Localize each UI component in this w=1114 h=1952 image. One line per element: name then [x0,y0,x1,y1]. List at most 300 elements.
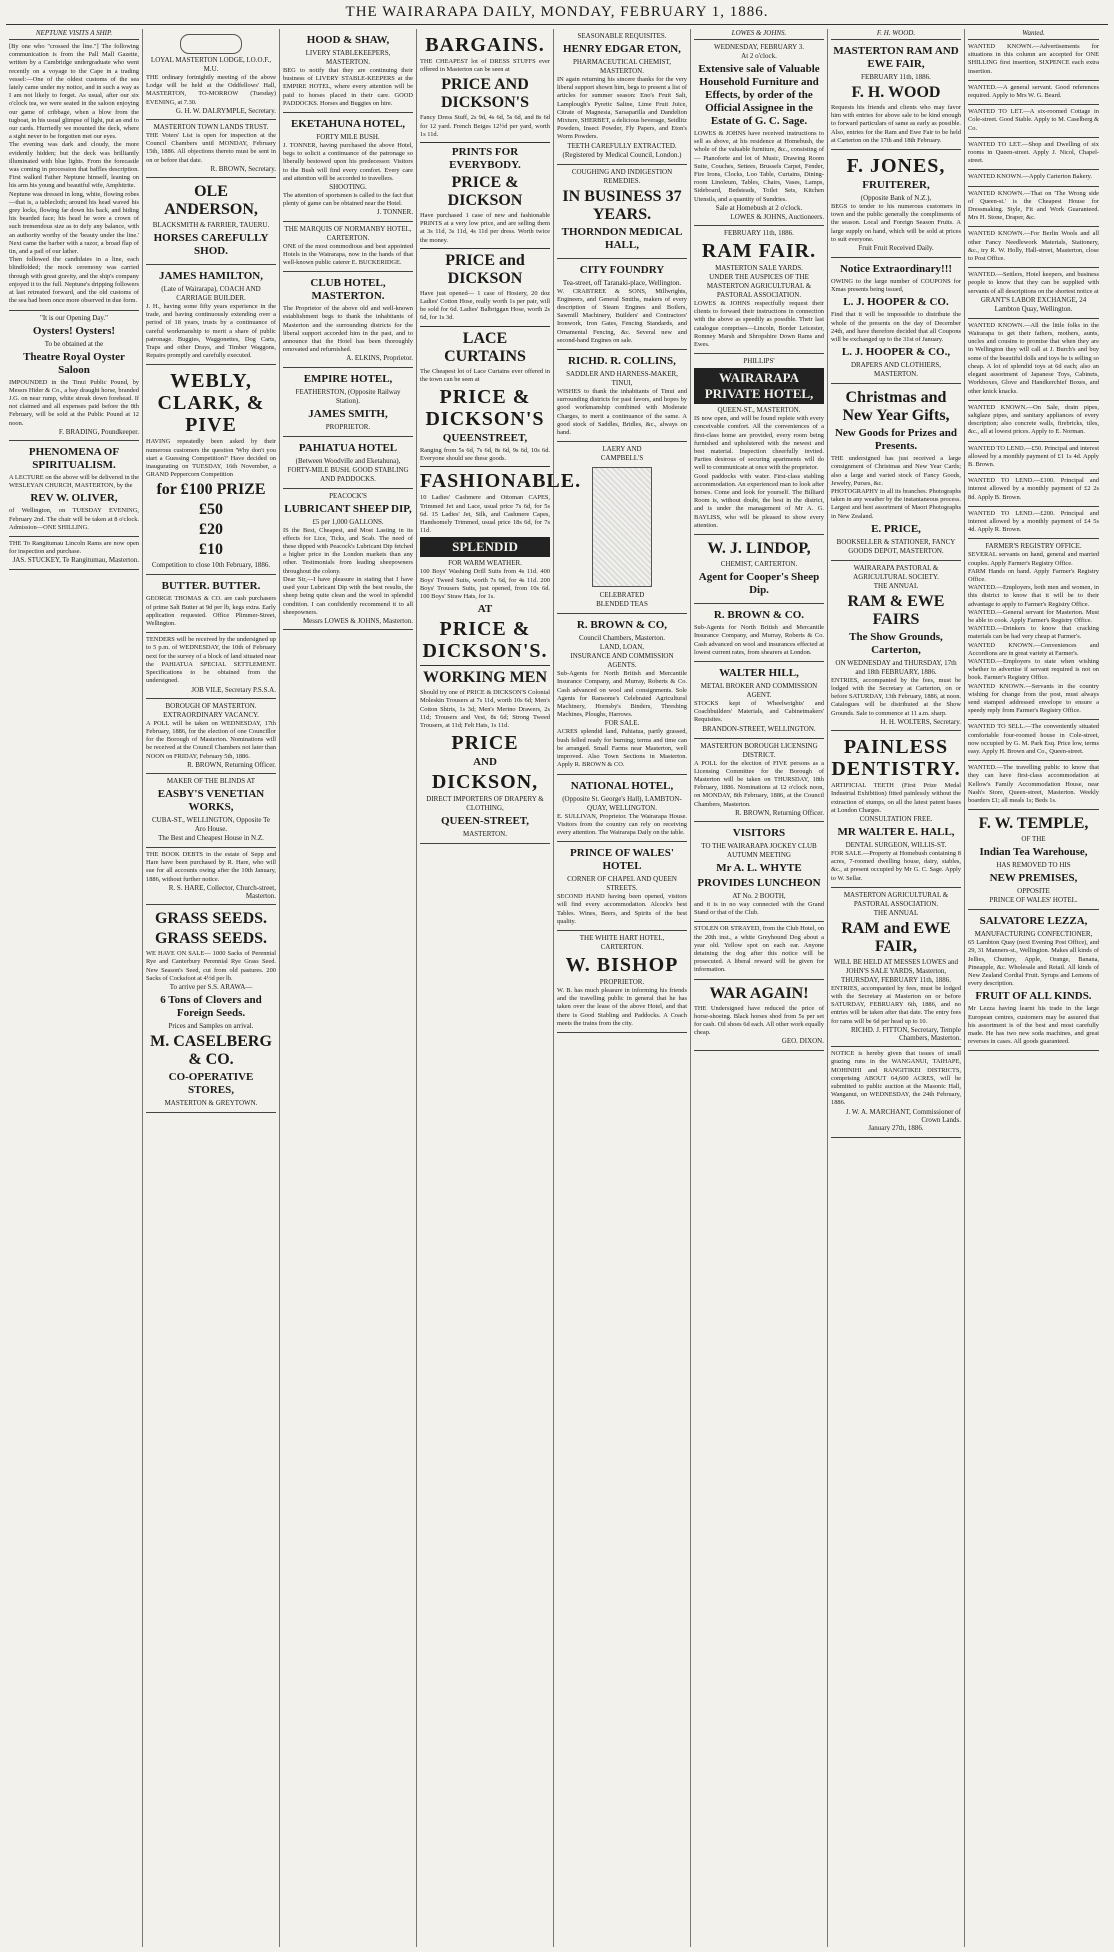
butter-ad [146,575,276,633]
town-lands-body: THE Voters' List is open for inspection at the Council Chambers until MONDAY, February 15th, 1886. All objections thereto must be sent in on or before that date. [146,132,276,164]
hooper-sub: DRAPERS AND CLOTHIERS, MASTERTON. [850,361,942,379]
butter-body: GEORGE THOMAS & CO. are cash purchasers of prime Salt Butter at 9d per lb, kegs extra. Early application requested. Office Plimmer-Street, Wellington. [146,595,276,628]
eketahuna-ad [283,113,413,222]
shooting-body: The attention of sportsmen is called to the fact that plenty of game can be obtained near the Hotel. [283,192,413,208]
hamilton-body: J. H., having some fifty years experience in the trade, and having continuously extending over a period of 18 years, trusts by a continuance of careful workmanship to merit a share of public patronage. Buggies, Waggonettes, Dog Carts, Traps and other Drays, and Timber Waggons, Repairs promptly and carefully executed. [146,303,276,360]
jones-sub-2: (Opposite Bank of N.Z.), [860,194,932,203]
working-men-body: Should try one of PRICE & DICKSON'S Colonial Moleskin Trousers at 7s 11d, worth 10s 6d; Men's Cotton Shirts, 1s 3d; Men's Merino Drawers, 2s 11d; Trousers and Vest, 8s 6d; Strong Tweed Trousers, at 11d; Felt Hats, 1s 11d. [420,689,550,730]
consultation-label: CONSULTATION FREE. [859,814,933,823]
column-6 [691,29,828,1947]
medical-hall: THORNDON MEDICAL HALL, [561,225,683,251]
grass-seeds-ship: To arrive per S.S. ARAWA— [169,982,253,991]
eketahuna-sub: FORTY MILE BUSH. [316,133,380,142]
dickson-word: DICKSON, [431,771,539,794]
spiritualism-body: A LECTURE on the above will be delivered in the WESLEYAN CHURCH, MASTERTON, by the [9,473,139,490]
foundry-body: W. CRABTREE & SONS, Millwrights, Engineers, and General Smiths, makers of every description of Steam Engines and Boilers, Sawmill Machinery, Builders' and Contractors' Ironwork, Iron Gates, Fencing Standards, and Ornamental Fencing, &c. Several new and second-hand Engines on sale. [557,287,687,344]
wanted-item: WANTED.—General servant for Masterton. Must be able to cook. Apply Farmer's Registry Office. [968,608,1099,624]
ram-ewe-fair-date: FEBRUARY 11th, 1886. [861,73,931,81]
prince-sub: CORNER OF CHAPEL AND QUEEN STREETS. [567,875,677,893]
caselberg-sub: CO-OPERATIVE STORES, [168,1070,254,1096]
price-heading: E. PRICE, [871,522,921,535]
ram-ewe-fairs-heading: RAM & EWE FAIRS [847,592,945,628]
column-7 [828,29,965,1947]
columns [6,29,1108,1947]
show-grounds-signature: H. H. WOLTERS, Secretary. [880,717,961,726]
wanted-item: WANTED TO LEND.—£200. Principal and interest allowed by a monthly payment of £4 5s 4d. Apply R. Brown. [968,509,1099,534]
jones-tail: Fruit Fruit Received Daily. [858,244,934,253]
wanted-item: SEVERAL servants on hand, general and married couples. Apply Farmer's Registry Office. [968,551,1099,567]
wanted-item: WANTED.—Drinkers to know that cracking materials can be had very cheap at Farmer's. [968,625,1099,641]
prince-body: SECOND HAND having been opened, visitors will find every accommodation. Alcock's best Tables. Wines, Beers, and Spirits of the best quality. [557,893,687,925]
notice-heading: Notice Extraordinary!!! [839,263,953,276]
war-again-heading: WAR AGAIN! [709,984,809,1002]
webly-prize-1: for £100 PRIZE [156,481,266,499]
webly-prize-4: £10 [199,541,223,559]
wanted-ad [968,720,1099,761]
wanted-item: WANTED KNOWN.—All the little folks in the Wairarapa to get their fathers, mothers, aunts, uncles and cousins to promise that when they are in Wellington they will call at J. Burch's and buy some of the beautiful dolls and toys he is selling so cheap. A lot of splendid toys at 6d each; also an elegant assortment of Japanese Toys, Cabinets, Workboxes, Glove and Handkerchief Boxes, and other knick knacks. [968,321,1099,395]
private-hotel-body-2: Good paddocks with water. First-class stabling accommodation. An experienced man to look after horses. Come and look for yourself. The Billiard Room is, without doubt, the best in the district, and is under the management of Mr A. G. BAYLISS, who will be pleased to show every attention. [694,472,824,529]
sale-yards-date: THURSDAY, FEBRUARY 11th, 1886. [841,975,951,984]
hood-shaw-sub: LIVERY STABLEKEEPERS, MASTERTON. [305,49,391,66]
lace-body: The Cheapest lot of Lace Curtains ever offered in the town can be seen at [420,367,550,383]
dress-stuff-body: Fancy Dress Stuff, 2s 9d, 4s 6d, 5s 6d, and 8s 6d for 12 yard. French Beiges 12½d per yard, worth 1s 11d. [420,114,550,138]
seasonable-heading: SEASONABLE REQUISITES. [577,32,667,40]
wood-header: F. H. WOOD. [831,29,961,40]
shooting-heading: SHOOTING. [329,183,367,192]
lodge-heading: LOYAL MASTERTON LODGE, I.O.O.F., M.U. [150,56,272,73]
easby-sub: CUBA-ST., WELLINGTON, Opposite Te Aro House. [152,815,270,833]
rbrown-ad [557,614,687,774]
surgeon-name: MR WALTER E. HALL, [837,825,955,838]
lowes-header: LOWES & JOHNS. [694,29,824,40]
story-paragraph: The evening was dark and cloudy, the more evidently hidden; but the deck was brilliantly illuminated with blue lights. From the forecastle was coming in procession that baffles description. First walked Father Neptune himself, leaning on his arm his young and beautiful wife, Amphitrite. [9,141,139,190]
wanted-ad [968,507,1099,540]
ram-ewe-fair-heading: MASTERTON RAM AND EWE FAIR, [833,45,959,70]
lindop-ad [694,535,824,604]
foundry-heading: CITY FOUNDRY [579,263,665,276]
tea-left-text: LAERY AND [602,445,642,454]
tea-bottom-text: CELEBRATED [599,591,645,600]
farm-body: ACRES splendid land, Pahiatua, partly grassed, bush felled ready for burning; terms and time can be arranged. Small Farms near Masterton, well improved. Also Town Sections in Masterton. Apply R. BROWN & CO. [557,728,687,769]
cough-heading: COUGHING AND INDIGESTION REMEDIES. [571,167,673,185]
price-sub: BOOKSELLER & STATIONER, FANCY GOODS DEPOT, MASTERTON. [836,537,956,555]
sale-date: WEDNESDAY, FEBRUARY 3. [714,43,804,51]
dentistry-ad [831,731,961,888]
crown-lands-body: NOTICE is hereby given that issues of small grazing runs in the WANGANUI, TAIHAPE, MOHINIHI and RANGITIKEI DISTRICTS, comprising ABOUT 64,600 ACRES, will be submitted to public auction at the Masonic Hall, Wanganui, on WEDNESDAY, the 24th February, 1886. [831,1050,961,1107]
visitors-sub: TO THE WAIRARAPA JOCKEY CLUB AUTUMN MEETING [701,841,817,859]
white-hart-heading: THE WHITE HART HOTEL, [579,933,665,942]
wanted-item: WANTED.—Settlers, Hotel keepers, and business people to know that they can be supplied with servants of all descriptions on the shortest notice at [968,271,1099,295]
lezza-body: 65 Lambton Quay (next Evening Post Office), and 29, 31 Manners-st., Wellington. Makes all kinds of Jellies, Chutney, Apple, Orange, Banana, Pineapple, &c. Wholesale and Retail. All kinds of New Zealand Cordial Fruit. Syrups and Lemons of every description. [968,939,1099,988]
club-hotel-heading: CLUB HOTEL, MASTERTON. [310,277,386,303]
prince-heading: PRINCE OF WALES' HOTEL [570,847,674,873]
thorndon-ad [557,165,687,259]
collins-place: TINUI, [611,379,633,388]
grant-exchange: GRANT'S LABOR EXCHANGE, 24 [980,295,1087,304]
wood-name: F. H. WOOD [851,84,941,101]
tea-warehouse: Indian Tea Warehouse, [979,846,1088,859]
hooper-name: L. J. HOOPER & CO. [843,296,949,309]
xmas-heading: Christmas and New Year Gifts, [842,389,950,425]
easby-heading: EASBY'S VENETIAN WORKS, [157,787,265,813]
opposite-label: OPPOSITE [1017,887,1050,896]
grant-place: Lambton Quay, Wellington. [994,304,1073,313]
club-hotel-ad [283,272,413,367]
butter-heading: BUTTER. BUTTER. [161,580,261,593]
lezza-sub: MANUFACTURING CONFECTIONER, [974,930,1093,939]
peacock-sub: £5 per 1,000 GALLONS. [312,517,384,526]
splendid-heading: SPLENDID [420,537,550,557]
eketahuna-body: J. TONNER, having purchased the above Hotel, begs to solicit a continuance of the patronage so liberally bestowed upon his predecessor. Visitors to the Bush will find every comfort. Every care and attention will be accorded to travellers. [283,142,413,182]
licensing-signature: R. BROWN, Returning Officer. [735,808,824,817]
stolen-ad [694,922,824,979]
rams-body: THE To Rangitumau Lincoln Rams are now open for inspection and purchase. [9,539,139,556]
column-3 [280,29,417,1947]
rbrown-2-heading: R. BROWN & CO. [713,609,805,622]
peacock-heading-2: LUBRICANT SHEEP DIP, [284,502,412,515]
caselberg-heading: M. CASELBERG & CO. [150,1032,272,1068]
national-body: E. SULLIVAN, Proprietor. The Wairarapa House. Visitors from the country can rely on receiving every attention. The Wairarapa Daily on the table. [557,812,687,836]
walter-hill-ad [694,662,824,739]
masterton-label: MASTERTON. [463,830,507,839]
white-hart-sub: CARTERTON. [600,942,644,951]
price-dickson-name: PRICE & DICKSON'S. [422,618,548,663]
temple-moved: HAS REMOVED TO HIS [996,861,1071,870]
empire-hotel-ad [283,368,413,437]
and-word: AND [473,756,497,769]
national-hotel-ad [557,775,687,843]
testimonial-signature: Messrs LOWES & JOHNS, Masterton. [302,616,413,625]
eton-body: IN again returning his sincere thanks for the very liberal support shown him, begs to present a list of articles for summer season: Eno's Fruit Salt, Lamplough's Pyretic Saline, Lime Fruit Juice, Citrate of Magnesia, Sarsaparilla and Dandelion Mixture, SHERBET, a delicious beverage, Seidlitz Powders, Insect Powder, Fly Papers, and Eton's Worm Powders. [557,76,687,141]
queen-street: QUEENSTREET, [442,432,528,445]
wanted-item: FARM Hands on hand. Apply Farmer's Registry Office. [968,567,1099,583]
wanted-item: WANTED KNOWN.—Servants in the country wishing for change from the post, must always send stamped addressed envelope to ensure a speedy reply from Farmer's Registry Office. [968,682,1099,715]
working-men-heading: WORKING MEN [423,669,547,687]
price-word: PRICE [451,732,519,755]
national-sub: (Opposite St. George's Hall), LAMBTON-QUAY, WELLINGTON. [562,794,682,812]
ram-ewe-fair-2: RAM and EWE FAIR, [841,919,951,955]
walter-hill-place: BRANDON-STREET, WELLINGTON. [702,724,816,733]
column-2 [143,29,280,1947]
licensing-body: A POLL for the election of FIVE persons as a Licensing Committee for the Borough of Masterton will be taken on THURSDAY, 18th February, 1886. Nominations at 12 o'clock noon, on MONDAY, 8th February, 1886, at the Council Chambers, Masterton. [694,759,824,808]
peacock-heading: PEACOCK'S [329,491,367,500]
walter-hill-heading: WALTER HILL, [719,666,799,679]
lodge-signature: G. H. W. DALRYMPLE, Secretary. [175,106,276,115]
new-goods-body: THE undersigned has just received a large consignment of Christmas and New Year Cards; also a large and varied stock of Fancy Goods, Jewelry, Purses, &c. [831,455,961,487]
webly-body: HAVING repeatedly been asked by their numerous customers the question 'Why don't you start a Guessing Competition?' Have decided on inaugurating on TUESDAY, 16th November, a GRAND Peppercorn Competition [146,438,276,479]
wanted-item: WANTED KNOWN.—For Berlin Wools and all other Fancy Needlework Materials, Stationery, &c., try R. W. Holly, Hall-street, Masterton, close to Post Office. [968,230,1099,263]
jones-ad [831,150,961,258]
anderson-ad [146,178,276,265]
rbrown-heading: R. BROWN & CO, [576,619,668,632]
club-hotel-body: The Proprietor of the above old and well-known establishment begs to thank the inhabitants of Masterton and the surrounding districts for the liberal support accorded him in the past, and to announce that the Hotel has been thoroughly renovated and refurnished. [283,305,413,354]
fashionable-heading: FASHIONABLE. [420,470,582,493]
prince-label: PRINCE OF WALES' HOTEL. [989,896,1078,905]
wanted-item: WANTED.—Employers to state when wishing whether to advertise if servant required is not on book. Farmer's Registry Office. [968,657,1099,682]
walter-hill-body: STOCKS kept of Wheelwrights' and Coachbuilders' Materials, and Cabinetmakers' Requisites. [694,699,824,724]
registry-heading: FARMER'S REGISTRY OFFICE. [985,542,1082,551]
business-heading: IN BUSINESS 37 YEARS. [562,187,682,223]
masterton-assoc-ad [831,888,961,1047]
price-dickson-name: PRICE & DICKSON'S [425,386,545,431]
wanted-ad [968,474,1099,507]
wanted-ad [968,170,1099,186]
borough-sub: EXTRAORDINARY VACANCY. [163,710,259,719]
new-premises: NEW PREMISES, [989,872,1078,885]
temple-ad [968,810,1099,910]
notice-body: OWING to the large number of COUPONS for Xmas presents being issued, [831,278,961,294]
normanby-heading: THE MARQUIS OF NORMANBY HOTEL, CARTERTON. [284,224,412,242]
licensing-ad [694,739,824,822]
ram-fair-sub: MASTERTON SALE YARDS. [715,264,803,273]
spiritualism-ad [9,441,139,537]
hamilton-ad [146,265,276,365]
book-debts-signature: R. S. HARE, Collector, Church-street, Masterton. [168,883,276,900]
fashionable-body: 10 Ladies' Cashmere and Ottoman CAPES, Trimmed Jet and Lace, usual price 7s 6d, for 5s 6d. 15 Ladies' Jet, Silk, and Cashmere Capes, Handsomely Trimmed, usual price 18s 6d, for 7s 11d. [420,494,550,535]
story-paragraph: [By one who "crossed the line."] The following communication is from the Pall Mall Gazette, written by a Cambridge undergraduate who went recently on a voyage to the Cape in a trading vessel:—One of the oldest customs of the sea lately came under my notice, and in such a way as I am not likely to forget. As usual, after our six o'clock tea, we were seated in the saloon enjoying our game of cribbage, when a blow from the tugboat, in his usual glimpse of light, put an end to our cards. Hurriedly we mounted the deck, where a sight never to be forgotten met our eyes. [9,43,139,141]
masthead: THE WAIRARAPA DAILY, MONDAY, FEBRUARY 1, 1886. [6,4,1108,25]
easby-body: The Best and Cheapest House in N.Z. [158,833,264,842]
lindop-agent: Agent for Cooper's Sheep Dip. [698,571,820,597]
wanted-ad [968,401,1099,442]
temple-heading: F. W. TEMPLE, [978,815,1089,833]
story-paragraph: Then followed the candidates in a line, each blindfolded; the mock ceremony was carried through with great gravity, and the ship's company enjoyed it to the full. Neptune's dripping followers at last retreated forward, and the old customs of the sea had been once more observed in due form. [9,256,139,305]
wanted-ad [968,105,1099,138]
show-grounds-date: ON WEDNESDAY and THURSDAY, 17th and 18th FEBRUARY, 1886. [835,658,957,676]
eton-heading: HENRY EDGAR ETON, [563,43,681,55]
masterton-assoc-heading: MASTERTON AGRICULTURAL & PASTORAL ASSOCIATION. [843,890,949,908]
anderson-sub: BLACKSMITH & FARRIER, TAUERU. [152,221,270,230]
wanted-item: WANTED KNOWN.—Apply Carterton Bakery. [968,173,1092,181]
wanted-item: WANTED TO LEND.—£100. Principal and interest allowed by a monthly payment of £2 2s 8d. Apply B. Brown. [968,477,1099,501]
neptune-header: NEPTUNE VISITS A SHIP. [9,29,139,40]
foundry-sub: Tea-street, off Taranaki-place, Wellington. [562,278,682,287]
wanted-ad [968,442,1099,475]
book-debts-ad [146,848,276,905]
rbrown-2-ad [694,604,824,662]
whyte-name: Mr A. L. WHYTE [716,861,802,874]
bishop-sub: PROPRIETOR. [599,977,645,986]
webly-prize-3: £20 [199,521,223,539]
empire-hotel-heading: EMPIRE HOTEL, [303,372,393,385]
clasped-hands-emblem [180,34,242,54]
collins-sub: SADDLER AND HARNESS-MAKER, [566,370,678,379]
painless-heading: PAINLESS DENTISTRY. [831,736,961,781]
impound-notice: IMPOUNDED in the Tinui Public Pound, by Messrs Hider & Co., a bay draught horse, branded J.G. on near rump, white streak down forehead. If not claimed and all expenses paid before the 8th February, will be sold at the Public Pound at 12 noon. [9,378,139,427]
hooper-name-2: L. J. HOOPER & CO., [841,346,951,359]
town-lands-ad [146,120,276,178]
jones-heading: F. JONES, [846,155,946,178]
temple-sub: OF THE [1021,835,1046,844]
shooting-signature: J. TONNER. [376,208,413,217]
neptune-story [9,40,139,311]
wanted-header: Wanted. [968,29,1099,40]
new-goods-heading: New Goods for Prizes and Presents. [834,427,957,453]
rbrown-2-body: Sub-Agents for North British and Mercantile Insurance Company, and Murray, Roberts & Co. Cash advanced on wool and insurances effected at lowest current rates, from shearers at London. [694,624,824,656]
sale-time: At 2 o'clock. [741,52,777,60]
show-grounds-body: ENTRIES, accompanied by the fees, must be lodged with the Secretary at Carterton, on or before SATURDAY, 13th February, 1886, at noon. Catalogues will be distributed at the Show Grounds. Sale to commence at 11 a.m. sharp. [831,676,961,717]
stolen-body: STOLEN OR STRAYED, from the Club Hotel, on the 20th inst., a white Greyhound Dog about a year old. Yellow spot on each ear. Anyone detaining the dog after this notice will be prosecuted. A liberal reward will be given for information. [694,925,824,974]
furniture-sale-ad [694,40,824,226]
price-dickson-name: PRICE AND DICKSON'S [440,76,530,112]
wanted-item: WANTED KNOWN.—That on 'The Wrong side of Queen-st.' is the Cheapest House for Dressmaking. Style, Fit and Work Guaranteed. Mrs H. Stone, Draper, &c. [968,189,1099,222]
crown-lands-signature: J. W. A. MARCHANT, Commissioner of Crown Lands. [845,1107,961,1124]
at-label: AT [477,603,493,616]
tender-body: TENDERS will be received by the undersigned up to 5 p.m. of WEDNESDAY, the 10th of February next for the survey of a block of land situated near the PAHIATUA SPECIAL SETTLEMENT. Specifications to be obtained from the undersigned. [146,636,276,685]
private-hotel-sub: QUEEN-ST., MASTERTON. [717,406,801,415]
book-debts-body: THE BOOK DEBTS in the estate of Sepp and Hare have been purchased by R. Hare, who will sue for all accounts owing after the 10th January, 1886, without further notice. [146,850,276,883]
hood-shaw-heading: HOOD & SHAW, [306,34,390,46]
eton-sub: PHARMACEUTICAL CHEMIST, MASTERTON. [572,58,671,75]
national-heading: NATIONAL HOTEL, [570,779,674,792]
price-dickson-name: PRICE and DICKSON [445,251,525,287]
anderson-heading: OLE ANDERSON, [164,183,258,219]
bishop-body: W. B. has much pleasure in informing his friends and the travelling public in general that he has taken over the lease of the above Hotel, and that there is Good Stabling and Paddocks. A Coach meets the trains from the city. [557,986,687,1027]
sale-yards-signature: RICHD. J. FITTON, Secretary, Temple Chambers, Masterton. [850,1025,961,1042]
show-grounds: The Show Grounds, Carterton, [849,630,943,656]
tea-ad [557,442,687,614]
rams-ad [9,537,139,570]
column-8 [965,29,1102,1947]
webly-prize-2: £50 [199,501,223,519]
ram-fair-heading: RAM FAIR. [701,240,817,263]
borough-signature: R. BROWN, Returning Officer. [187,760,276,769]
painless-body: ARTIFICIAL TEETH (First Prize Medal Industrial Exhibition) fitted painlessly without the extraction of stumps, on all the latest patent bases at London Charges. [831,782,961,814]
pahiatua-sub: (Between Woodville and Eketahuna), FORTY-MILE BUSH. GOOD STABLING AND PADDOCKS. [287,456,409,483]
war-again-signature: GEO. DIXON. [781,1037,824,1046]
farm-heading: FOR SALE. [604,719,640,728]
spiritualism-details: of Wellington, on TUESDAY EVENING, February 2nd. The chair will be taken at 8 o'clock. Admission—ONE SHILLING. [9,507,139,531]
fruit-body: Mr Lezza having learnt his trade in the large European centres, customers may be assured that his assortment is of the best and most carefully made. He has two new soda machines, and great reverses in cases. All goods guaranteed. [968,1005,1099,1046]
booth-label: AT No. 2 BOOTH, [732,891,786,900]
fruit-heading: FRUIT OF ALL KINDS. [975,990,1092,1003]
land-loan-sub: INSURANCE AND COMMISSION AGENTS. [570,652,674,670]
annual-label: THE ANNUAL [873,581,919,590]
photo-body: PHOTOGRAPHY in all its branches. Photographs taken in any weather by the instantaneous process. Largest and best assortment of Maori Photographs in New Zealand. [831,488,961,520]
caselberg-place: MASTERTON & GREYTOWN. [164,1098,258,1107]
phillips-name: PHILLIPS' [743,357,775,366]
grass-seeds-body: WE HAVE ON SALE— 1000 Sacks of Perennial Rye and Canterbury Perennial Rye Grass Seed. New Season's Seed, cut from old pastures. 200 Sacks of Cocksfoot at 4½d per lb. [146,950,276,982]
lodge-body: THE ordinary fortnightly meeting of the above Lodge will be held at the Oddfellows' Hall, MASTERTON, TO-MORROW (Tuesday) EVENING, at 7.30. [146,74,276,106]
wanted-item: WANTED KNOWN.—Conveniences and Accordions are in great variety at Farmer's. [968,641,1099,657]
licensing-heading: MASTERTON BOROUGH LICENSING DISTRICT. [700,741,818,759]
collins-ad [557,350,687,442]
wanted-item: WANTED TO LEND.—£50. Principal and interest allowed by a monthly payment of £1 1s 4d. Apply B. Brown. [968,444,1099,468]
prints-body: Have purchased 1 case of new and fashionable PRINTS at a very low price, and are selling them at 3s 11d, 3s 11d, 4s 11d per dress. Worth twice the money. [420,212,550,244]
jones-body: BEGS to tender to his numerous customers in town and the public generally the compliments of the season. Local and Foreign Season Fruits. A large supply on hand, which will be sold at prices to suit everyone. [831,203,961,243]
wood-body: Requests his friends and clients who may favor him with entries for above sale to be kind enough to forward particulars of same as early as possible. Also, entries for the Ram and Ewe Fair to be held at Carterton on the 17th and 18th February. [831,104,961,144]
surgeon-sub: DENTAL SURGEON, WILLIS-ST. [845,840,947,849]
wanted-ad [968,319,1099,401]
spiritualism-heading: PHENOMENA OF SPIRITUALISM. [28,445,120,471]
hooper-body: Find that it will be impossible to distribute the whole of the presents on the day of December 24th, and have therefore decided that all Coupons will be exchanged up to the 31st of January. [831,311,961,344]
private-hotel-body: IS now open, and will be found replete with every conceivable comfort. All the conveniences of a first-class home are provided, every room being furnished and upholstered with the newest and best material. Inspection cheerfully invited. Parties desirous of securing apartments will do well to communicate at once with the proprietor. [694,415,824,472]
war-again-body: THE Undersigned have reduced the price of horse-shoeing. Black horses shod from 5s per set for cash. Oil shoes 6d each. All other work equally cheap. [694,1004,824,1037]
pahiatua-heading: PAHIATUA HOTEL [298,441,398,454]
wanted-ad [968,138,1099,171]
grass-seeds-heading: GRASS SEEDS. [154,910,268,928]
land-loan: LAND, LOAN, [599,643,645,652]
rams-signature: JAS. STUCKEY, Te Rangitumau, Masterton. [12,556,139,565]
crown-lands-date: January 27th, 1886. [868,1123,924,1132]
war-again-ad [694,980,824,1051]
wanted-item: WANTED TO SELL.—The conveniently situated comfortable four-roomed house in Cole-street, now occupied by G. M. Park Esq. Price low, terms easy. Apply H. Brown and Co., Queen-street. [968,723,1099,756]
splendid-body: 100 Boys' Washing Drill Suits from 4s 11d. 400 Boys' Tweed Suits, worth 7s 6d, for 4s 11d. 200 Boys' Trousers Suits, just opened, from 10s 6d. 100 Boys' Straw Hats, for 1s. [420,568,550,601]
luncheon-heading: PROVIDES LUNCHEON [697,876,821,889]
private-hotel-ad [694,354,824,535]
wanted-ad [968,227,1099,268]
sale-yards-label: WILL BE HELD AT MESSES LOWES and JOHN'S SALE YARDS, Masterton, [833,957,959,975]
wanted-ad [968,268,1099,319]
column-1 [6,29,143,1947]
bishop-heading: W. BISHOP [565,953,679,976]
story-paragraph: Neptune was dressed in long, white, flowing robes—that is, a tablecloth; around his head waved his grey locks, flowing far down his back, and hiding his bearded face; his head he wore a crown of such tremendous size as to defy any balance, with an authority worthy of the 'beauty under the line.' Next came the barber with a razor, a broad flap of tin, and a pail of our lather. [9,190,139,256]
lezza-heading: SALVATORE LEZZA, [979,915,1088,928]
lindop-sub: CHEMIST, CARTERTON. [720,560,798,569]
wanted-ad [968,761,1099,810]
hood-shaw-ad [283,29,413,113]
lezza-ad [968,910,1099,1051]
impound-signature: F. BRADING, Poundkeeper. [58,427,139,436]
easby-ad [146,774,276,848]
crown-lands-ad [831,1047,961,1138]
annual-label-2: THE ANNUAL [873,908,919,917]
column-4 [417,29,582,1947]
foundry-ad [557,259,687,350]
club-hotel-signature: A. ELKINS, Proprietor. [346,354,413,363]
column-5 [554,29,691,1947]
teeth-sub: (Registered by Medical Council, London.) [562,150,682,159]
grass-seeds-ad [146,905,276,1113]
furniture-sale-note: Sale at Homebush at 2 o'clock. [715,203,803,212]
furniture-sale-body: LOWES & JOHNS have received instructions to sell as above, at his residence at Homebush, the whole of the valuable furniture, &c., consisting of— Pianoforte and lot of Music, Drawing Room Suite, Couches, Settees, Brussels Carpet, Fender, Fire Irons, Clocks, Loo Table, Curtains, Dining-room Linoleum, Tables, Chairs, Vases, Lamps, Sideboard, Bedsteads, Toilet Sets, Kitchen Utensils, and a quantity of Sundries. [694,130,824,203]
eton-ad [557,29,687,165]
normanby-body: ONE of the most commodious and best appointed Hotels in the Wairarapa, now in the hands of that well-known public caterer E. BUCKERIDGE. [283,242,413,267]
wanted-ad [968,81,1099,105]
society-heading: WAIRARAPA PASTORAL & AGRICULTURAL SOCIETY. [853,563,939,581]
ram-fair-body: UNDER THE AUSPICES OF THE MASTERTON AGRICULTURAL & PASTORAL ASSOCIATION. [706,273,812,300]
splendid-sub: FOR WARM WEATHER. [448,559,522,568]
wanted-item: WANTED TO LET.—A six-roomed Cottage in Cole-street. Good Stable. Apply to M. Caselberg & Co. [968,108,1099,132]
peacock-ad [283,489,413,630]
oyster-place: Theatre Royal Oyster Saloon [23,350,125,376]
empire-hotel-sub: FEATHERSTON, (Opposite Railway Station). [295,387,401,405]
town-lands-signature: R. BROWN, Secretary. [210,164,276,173]
ram-fair-ad [694,226,824,354]
borough-body: A POLL will be taken on WEDNESDAY, 17th February, 1886, for the election of one Councillor for the Borough of Masterton. Nominations will be received at the Council Chambers not later than NOON on FRIDAY, February 5th, 1886. [146,719,276,760]
ram-fair-date: FEBRUARY 11th, 1886. [724,229,794,238]
borough-ad [146,699,276,774]
eketahuna-heading: EKETAHUNA HOTEL, [290,118,406,131]
bargains-body: THE CHEAPEST lot of DRESS STUFFS ever offered in Masterton can be seen at [420,58,550,74]
tender-ad [146,633,276,698]
visitors-heading: VISITORS [732,826,786,839]
tender-signature: JOB VILE, Secretary P.S.S.A. [191,685,276,694]
anderson-body: HORSES CAREFULLY SHOD. [153,232,269,258]
hamilton-sub: (Late of Wairarapa), COACH AND CARRIAGE BUILDER. [161,285,261,303]
collins-heading: RICHD. R. COLLINS, [568,355,676,368]
tea-right-text: CAMPBELL'S [600,454,644,463]
wanted-item: WANTED.—A general servant. Good references required. Apply to Mrs W. G. Beard. [968,83,1099,100]
lace-heading: LACE CURTAINS [444,329,526,365]
webly-ad [146,365,276,575]
wood-ad [831,40,961,150]
hooper-notice-ad [831,258,961,384]
ram-fair-body-2: LOWES & JOHNS respectfully request their clients to forward their instructions in connection with the above as speedily as possible. Their last catalogue comprises—Lincoln, Border Leicester, Romney Marsh and Shropshire Down Rams and Ewes. [694,300,824,349]
wanted-ad [968,40,1099,81]
furniture-sale-signature: LOWES & JOHNS, Auctioneers. [730,212,824,221]
private-hotel-heading: WAIRARAPA PRIVATE HOTEL, [694,368,824,404]
